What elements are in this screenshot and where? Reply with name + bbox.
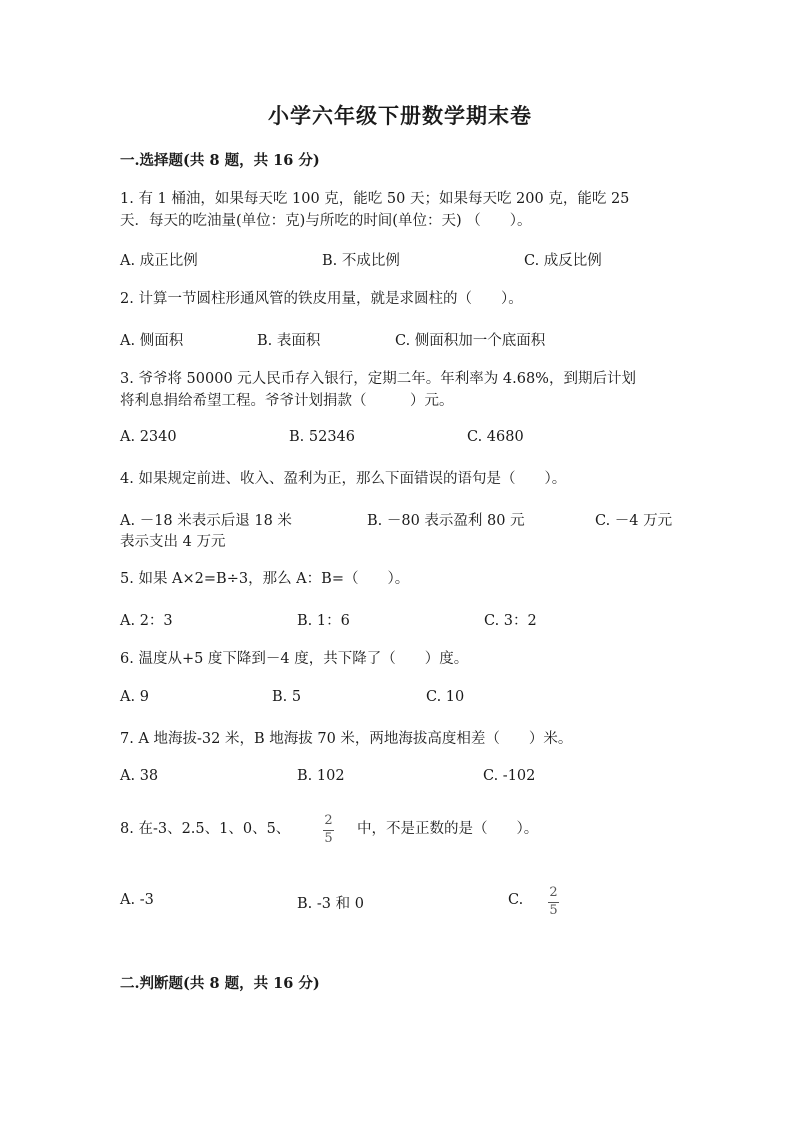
question-6-option-b[interactable]: B. 5: [272, 689, 302, 705]
fraction-denominator: 5: [324, 831, 333, 846]
question-7-line-1: 7. A 地海拔-32 米，B 地海拔 70 米，两地海拔高度相差（ ）米。: [120, 731, 573, 747]
question-4-option-a[interactable]: A. －18 米表示后退 18 米: [120, 513, 292, 529]
question-5-option-a[interactable]: A. 2：3: [120, 613, 173, 629]
question-7-option-c[interactable]: C. -102: [483, 768, 536, 784]
question-5-line-1: 5. 如果 A×2=B÷3，那么 A：B=（ ）。: [120, 571, 410, 587]
question-3-line-1: 3. 爷爷将 50000 元人民币存入银行，定期二年。年利率为 4.68%，到期后计划: [120, 371, 636, 387]
question-6-option-a[interactable]: A. 9: [120, 689, 149, 705]
question-2-option-c[interactable]: C. 侧面积加一个底面积: [395, 333, 546, 349]
question-7-option-b[interactable]: B. 102: [297, 768, 345, 784]
question-5-option-c[interactable]: C. 3：2: [484, 613, 537, 629]
question-3-option-a[interactable]: A. 2340: [120, 429, 177, 445]
question-5-option-b[interactable]: B. 1：6: [297, 613, 350, 629]
question-2-option-b[interactable]: B. 表面积: [257, 333, 321, 349]
fraction-numerator: 2: [549, 885, 558, 900]
question-1-line-2: 天．每天的吃油量(单位：克)与所吃的时间(单位：天) （ ）。: [120, 213, 532, 229]
question-8-line-1b: 中，不是正数的是（ ）。: [357, 821, 539, 837]
question-8-line-1a: 8. 在-3、2.5、1、0、5、: [120, 821, 291, 837]
section-heading-choice: 一.选择题(共 8 题，共 16 分): [120, 152, 320, 169]
section-heading-judgment: 二.判断题(共 8 题，共 16 分): [120, 975, 320, 992]
question-2-option-a[interactable]: A. 侧面积: [120, 333, 184, 349]
question-1-line-1: 1. 有 1 桶油，如果每天吃 100 克，能吃 50 天；如果每天吃 200 克，能吃 25: [120, 191, 630, 207]
question-1-option-b[interactable]: B. 不成比例: [322, 253, 400, 269]
question-4-option-b[interactable]: B. －80 表示盈利 80 元: [367, 513, 525, 529]
question-1-option-a[interactable]: A. 成正比例: [120, 253, 198, 269]
fraction-numerator: 2: [324, 813, 333, 828]
question-7-option-a[interactable]: A. 38: [120, 768, 159, 784]
page-title: 小学六年级下册数学期末卷: [268, 103, 532, 128]
question-1-option-c[interactable]: C. 成反比例: [524, 253, 602, 269]
fraction-denominator: 5: [549, 903, 558, 918]
question-4-option-c[interactable]: C. －4 万元: [595, 513, 673, 529]
question-8-option-b[interactable]: B. -3 和 0: [297, 896, 364, 912]
question-3-option-c[interactable]: C. 4680: [467, 429, 524, 445]
question-6-line-1: 6. 温度从+5 度下降到－4 度，共下降了（ ）度。: [120, 651, 469, 667]
question-6-option-c[interactable]: C. 10: [426, 689, 465, 705]
question-3-option-b[interactable]: B. 52346: [289, 429, 356, 445]
question-2-line-1: 2. 计算一节圆柱形通风管的铁皮用量，就是求圆柱的（ ）。: [120, 291, 523, 307]
question-4-option-c-continued: 表示支出 4 万元: [120, 534, 226, 550]
question-8-option-a[interactable]: A. -3: [120, 892, 154, 908]
question-4-line-1: 4. 如果规定前进、收入、盈利为正，那么下面错误的语句是（ ）。: [120, 471, 567, 487]
question-3-line-2: 将利息捐给希望工程。爷爷计划捐款（ ）元。: [120, 393, 454, 409]
question-8-option-c-fraction: [548, 886, 559, 918]
question-8-option-c[interactable]: C.: [508, 892, 524, 908]
question-8-fraction: [323, 814, 334, 846]
